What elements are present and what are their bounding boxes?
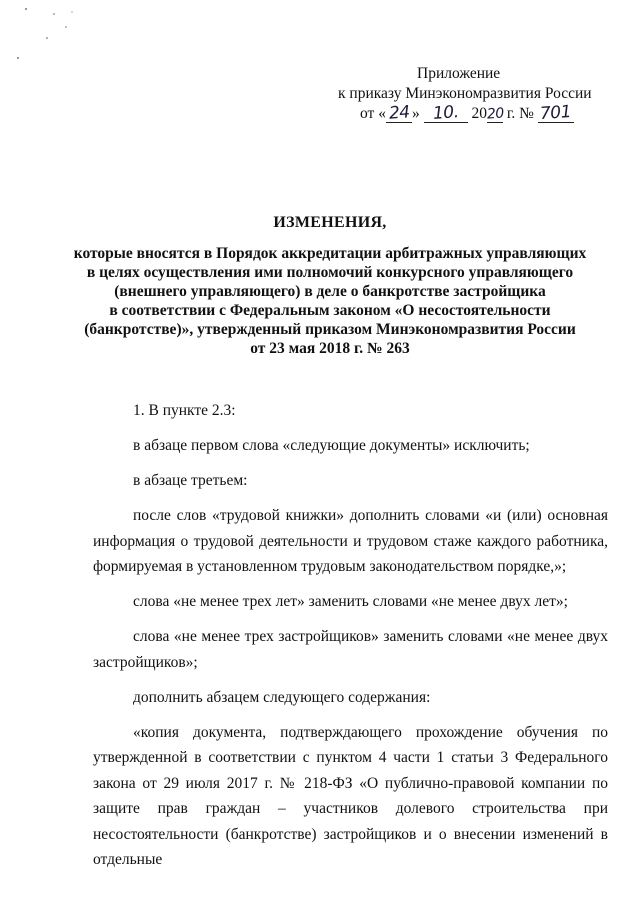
- paragraph: слова «не менее трех застройщиков» заменить словами «не менее двух застройщиков»;: [93, 628, 608, 671]
- date-quote-close: »: [411, 105, 420, 122]
- appendix-header: [326, 64, 596, 124]
- appendix-label: Приложение: [417, 65, 501, 82]
- subtitle-line: от 23 мая 2018 г. № 263: [250, 340, 410, 357]
- paragraph: дополнить абзацем следующего содержания:: [133, 688, 431, 706]
- paragraph: слова «не менее трех лет» заменить словами «не менее двух лет»;: [133, 593, 568, 610]
- subtitle-line: в целях осуществления ими полномочий конкурсного управляющего: [86, 264, 574, 281]
- paragraph: в абзаце третьем:: [133, 472, 248, 489]
- date-year-suffix: 20: [486, 105, 505, 123]
- date-g-number-label: г. №: [506, 105, 534, 122]
- date-year-field: [487, 106, 503, 123]
- paragraph-item-1: 1. В пункте 2.3:: [133, 402, 236, 419]
- subtitle-line: (банкротстве)», утвержденный приказом Минэкономразвития России: [84, 321, 576, 338]
- subtitle-line: которые вносятся в Порядок аккредитации арбитражных управляющих: [73, 245, 587, 262]
- subtitle-line: в соответствии с Федеральным законом «О несостоятельности: [109, 302, 551, 319]
- date-day: 24: [387, 102, 410, 124]
- paragraph: после слов «трудовой книжки» дополнить словами «и (или) основная информация о трудовой деятельности и трудовом стаже каждого работника, формируемая в установленном трудовым законодательством порядке,»;: [93, 507, 608, 575]
- date-prefix: от «: [360, 105, 386, 122]
- appendix-date-number: [326, 101, 596, 125]
- paragraph: в абзаце первом слова «следующие документы» исключить;: [133, 437, 530, 454]
- document-subtitle: [60, 244, 600, 358]
- date-month-field: [424, 102, 468, 124]
- title-block: [60, 214, 600, 358]
- document-title: ИЗМЕНЕНИЯ,: [273, 214, 387, 231]
- date-day-field: [386, 102, 412, 124]
- subtitle-line: (внешнего управляющего) в деле о банкротстве застройщика: [114, 283, 546, 300]
- order-number-field: [538, 101, 574, 125]
- date-year-prefix: 20: [471, 105, 487, 122]
- date-month: 10.: [432, 102, 460, 124]
- document-body: [93, 398, 608, 873]
- appendix-order-ref: к приказу Минэкономразвития России: [338, 85, 592, 102]
- paragraph-quoted-addition: «копия документа, подтверждающего прохождение обучения по утвержденной в соответствии с пунктом 4 части 1 статьи 3 Федерального закона от 29 июля 2017 г. № 218-ФЗ «О публично-правовой компании по защите прав граждан – участников долевого строительства при несостоятельности (банкротстве) застройщиков и о внесении изменений в отдельные: [93, 723, 608, 868]
- order-number: 701: [539, 101, 572, 125]
- scan-specks: [0, 0, 120, 80]
